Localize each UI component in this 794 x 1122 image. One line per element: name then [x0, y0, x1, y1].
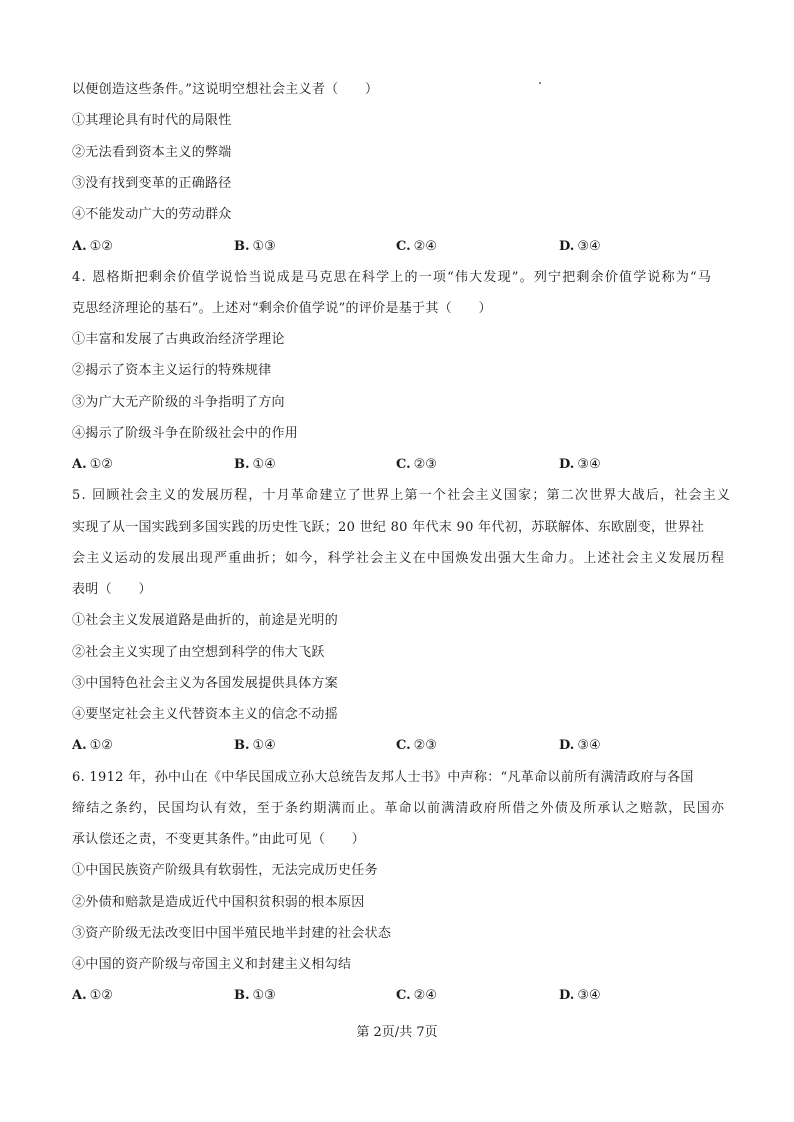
question-6-stem-line-3: 承认偿还之责，不变更其条件。”由此可见（ ）	[72, 832, 366, 847]
option-c: C. ②③	[396, 738, 437, 753]
question-5-stem-line-1: 5. 回顾社会主义的发展历程，十月革命建立了世界上第一个社会主义国家；第二次世界大战后，社会主义	[72, 488, 732, 503]
option-a: A. ①②	[72, 239, 113, 254]
question-6-stem-line-1: 6. 1912 年，孙中山在《中华民国成立孙大总统告友邦人士书》中声称：“凡革命以前所有满清政府与各国	[72, 770, 694, 785]
option-d: D. ③④	[559, 239, 601, 254]
question-4-stem-line-2: 克思经济理论的基石”。上述对“剩余价值学说”的评价是基于其（ ）	[72, 301, 492, 316]
option-b: B. ①③	[234, 988, 276, 1003]
choice-2: ②揭示了资本主义运行的特殊规律	[72, 363, 272, 378]
choice-2: ②社会主义实现了由空想到科学的伟大飞跃	[72, 645, 325, 660]
option-b: B. ①④	[234, 738, 276, 753]
choice-4: ④要坚定社会主义代替资本主义的信念不动摇	[72, 707, 339, 722]
choice-2: ②无法看到资本主义的弊端	[72, 145, 232, 160]
option-d: D. ③④	[559, 738, 601, 753]
option-d: D. ③④	[559, 457, 601, 472]
choice-2: ②外债和赔款是造成近代中国积贫积弱的根本原因	[72, 895, 365, 910]
choice-1: ①社会主义发展道路是曲折的，前途是光明的	[72, 613, 339, 628]
option-d: D. ③④	[559, 988, 601, 1003]
choice-1: ①中国民族资产阶级具有软弱性，无法完成历史任务	[72, 863, 378, 878]
option-c: C. ②③	[396, 457, 437, 472]
choice-3: ③中国特色社会主义为各国发展提供具体方案	[72, 676, 339, 691]
choice-3: ③资产阶级无法改变旧中国半殖民地半封建的社会状态	[72, 926, 392, 941]
choice-4: ④不能发动广大的劳动群众	[72, 207, 232, 222]
question-5-stem-line-4: 表明（ ）	[72, 582, 152, 597]
question-4-stem-line-1: 4. 恩格斯把剩余价值学说恰当说成是马克思在科学上的一项“伟大发现”。列宁把剩余价值学说称为“马	[72, 270, 713, 285]
choice-3: ③没有找到变革的正确路径	[72, 176, 232, 191]
option-b: B. ①④	[234, 457, 276, 472]
option-c: C. ②④	[396, 988, 437, 1003]
choice-3: ③为广大无产阶级的斗争指明了方向	[72, 395, 285, 410]
option-a: A. ①②	[72, 457, 113, 472]
question-3-stem: 以便创造这些条件。”这说明空想社会主义者（ ）	[72, 82, 379, 97]
option-b: B. ①③	[234, 239, 276, 254]
question-5-stem-line-2: 实现了从一国实践到多国实践的历史性飞跃；20 世纪 80 年代末 90 年代初，苏联解体、东欧剧变，世界社	[72, 520, 705, 535]
page-number: 第 2页/共 7页	[356, 1025, 438, 1040]
question-5-stem-line-3: 会主义运动的发展出现严重曲折；如今，科学社会主义在中国焕发出强大生命力。上述社会主义发展历程	[72, 551, 726, 566]
scan-speck	[539, 82, 541, 84]
choice-4: ④中国的资产阶级与帝国主义和封建主义相勾结	[72, 957, 352, 972]
choice-4: ④揭示了阶级斗争在阶级社会中的作用	[72, 426, 299, 441]
question-6-stem-line-2: 缔结之条约，民国均认有效，至于条约期满而止。革命以前满清政府所借之外债及所承认之赔款，民国亦	[72, 801, 726, 816]
choice-1: ①其理论具有时代的局限性	[72, 113, 232, 128]
option-a: A. ①②	[72, 738, 113, 753]
choice-1: ①丰富和发展了古典政治经济学理论	[72, 332, 285, 347]
option-c: C. ②④	[396, 239, 437, 254]
option-a: A. ①②	[72, 988, 113, 1003]
